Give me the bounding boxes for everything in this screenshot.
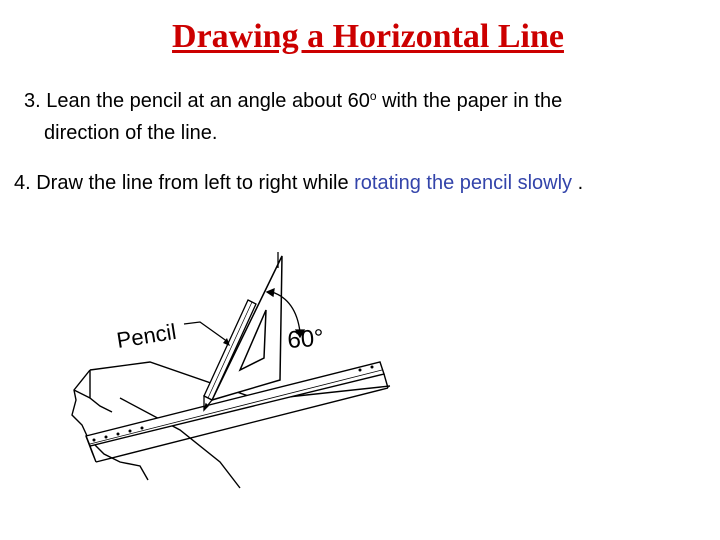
page-title xyxy=(0,18,720,56)
angle-label: 60° xyxy=(286,324,325,354)
step-4-highlight: rotating the pencil slowly xyxy=(354,172,573,194)
step-3-line-2: direction of the line. xyxy=(44,122,218,144)
step-3-text-start: 3. Lean the pencil at an angle about 60 xyxy=(24,90,370,112)
step-4-text-end: . xyxy=(572,172,584,194)
step-4 xyxy=(14,171,583,195)
degree-superscript: o xyxy=(369,89,377,103)
pencil-leader-line xyxy=(184,322,228,342)
step-3-text-end: with the paper in the xyxy=(376,90,563,112)
title-text: Drawing a Horizontal Line xyxy=(172,18,564,55)
pencil-angle-illustration xyxy=(60,240,410,490)
step-3-line-1 xyxy=(24,84,562,113)
pencil-label: Pencil xyxy=(114,318,178,353)
step-4-text-start: 4. Draw the line from left to right while xyxy=(14,172,355,194)
